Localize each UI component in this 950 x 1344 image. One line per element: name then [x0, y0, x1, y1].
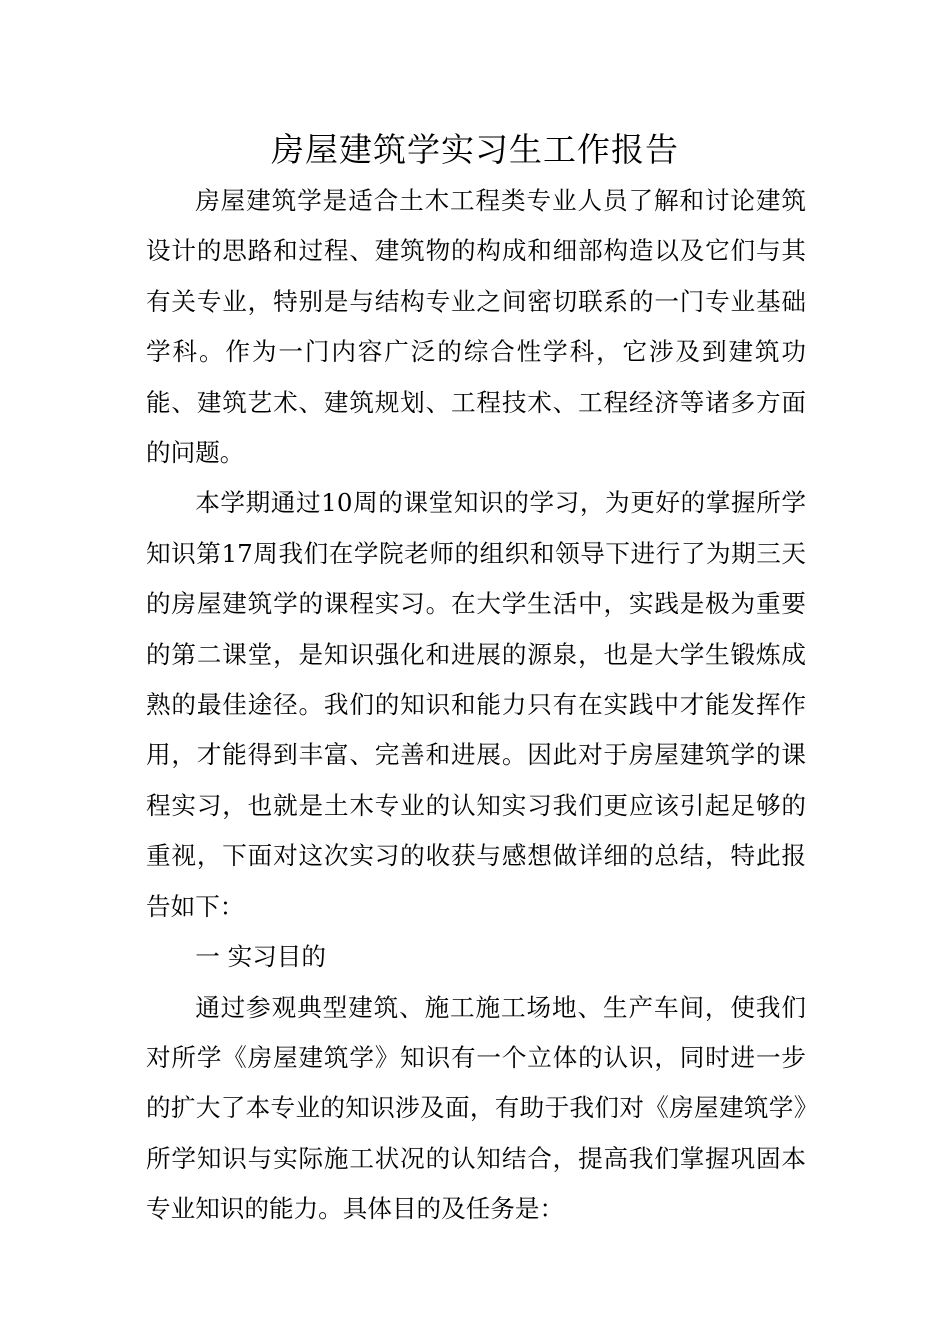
section-heading-internship-purpose: 一 实习目的 — [195, 942, 326, 972]
document-title: 房屋建筑学实习生工作报告 — [271, 130, 679, 169]
paragraph-internship-purpose: 通过参观典型建筑、施工施工场地、生产车间，使我们对所学《房屋建筑学》知识有一个立体的认识，同时进一步的扩大了本专业的知识涉及面，有助于我们对《房屋建筑学》所学知识与实际施工状况的认知结合，提高我们掌握巩固本专业知识的能力。具体目的及任务是： — [146, 992, 806, 1224]
document-body — [146, 176, 806, 1235]
paragraph-intro: 房屋建筑学是适合土木工程类专业人员了解和讨论建筑设计的思路和过程、建筑物的构成和细部构造以及它们与其有关专业，特别是与结构专业之间密切联系的一门专业基础学科。作为一门内容广泛的综合性学科，它涉及到建筑功能、建筑艺术、建筑规划、工程技术、工程经济等诸多方面的问题。 — [146, 186, 806, 468]
paragraph-internship-overview: 本学期通过10周的课堂知识的学习，为更好的掌握所学知识第17周我们在学院老师的组织和领导下进行了为期三天的房屋建筑学的课程实习。在大学生活中，实践是极为重要的第二课堂，是知识强化和进展的源泉，也是大学生锻炼成熟的最佳途径。我们的知识和能力只有在实践中才能发挥作用，才能得到丰富、完善和进展。因此对于房屋建筑学的课程实习，也就是土木专业的认知实习我们更应该引起足够的重视，下面对这次实习的收获与感想做详细的总结，特此报告如下： — [146, 488, 806, 921]
